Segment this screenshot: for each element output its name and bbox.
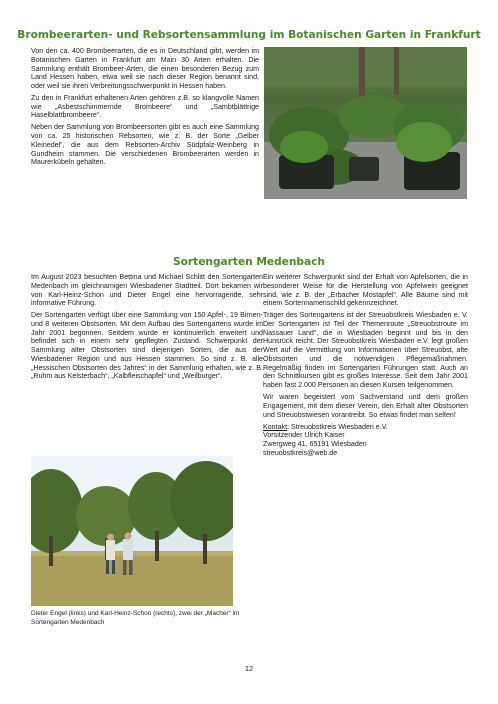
contact-line: Vorsitzender Ulrich Kaiser [263, 431, 345, 440]
sortengarten-right-column [263, 273, 468, 458]
paragraph: Neben der Sammlung von Brombeersorten gibt es auch eine Sammlung von ca. 25 historischen Rebsorten, wie z. B. der Sorte „Gelber Kleinedel“, die aus dem Rebsorten-Archiv Südpfalz-Weinberg in Gundheim stammen. Die verschiedenen Brombeerarten werden in Maurerkübeln gehalten. [31, 123, 259, 167]
page-number: 12 [244, 664, 254, 673]
sortengarten-left-column [31, 273, 263, 384]
section-title-brombeeren: Brombeerarten- und Rebsortensammlung im Botanischen Garten in Frankfurt [17, 29, 481, 41]
contact-line: Zwergweg 41, 65191 Wiesbaden [263, 440, 367, 449]
section-title-sortengarten: Sortengarten Medenbach [173, 256, 325, 268]
photo-caption: Dieter Engel (links) und Karl-Heinz-Schon (rechts), zwei der „Macher“ im Sortengarten Medenbach [31, 610, 240, 626]
paragraph: Von den ca. 400 Brombeerarten, die es in Deutschland gibt, werden im Botanischen Garten in Frankfurt am Main 30 Arten erhalten. Die Sammlung enthält Brombeer-Arten, die einen besonderen Bezug zum Land Hessen haben, etwa weil sie nach dieser Region benannt sind, oder weil sie ihren Verbreitungsschwerpunkt in Hessen haben. [31, 47, 259, 90]
paragraph: Zu den in Frankfurt erhaltenen Arten gehören z.B. so klangvolle Namen wie „Asbestschimmernde Brombeere“ und „Sambtblättrige Haselblattbrombeere“. [31, 93, 259, 120]
paragraph: Träger des Sortengartens ist der Streuobstkreis Wiesbaden e. V. Der Sortengarten ist Teil der Themenroute „Streuobstroute im Nassauer Land“, die in Wiesbaden beginnt und bis in den Hunsrück reicht. Der Streuobstkreis Wiesbaden e.V. legt großen Wert auf die Vermittlung von Informationen über Streuobst, alte Obstsorten und die notwendigen Pflegemaßnahmen. Regelmäßig finden im Sortengarten Führungen statt. Auch an den Schnittkursen gibt es großes Interesse. Seit dem Jahr 2001 haben fast 2.000 Personen an diesen Kursen teilgenommen. [263, 311, 468, 390]
sortengarten-photo [31, 456, 233, 606]
brombeer-kuebel-photo [264, 47, 467, 199]
paragraph: Im August 2023 besuchten Bettina und Michael Schlitt den Sortengarten Medenbach im gleichnamigen Wiesbadener Stadtteil. Dort bekamen wir von Karl-Heinz-Schon und Dieter Engel eine hervorragende, sehr informative Führung. [31, 273, 263, 308]
paragraph: Ein weiterer Schwerpunkt sind der Erhalt von Apfelsorten, die in besonderer Weise für die Herstellung von Apfelwein geeignet sind, wie z. B. der „Erbacher Mostapfel“. Alle Bäume sind mit einem Sortennamenschild gekennzeichnet. [263, 273, 468, 308]
paragraph: Der Sortengarten verfügt über eine Sammlung von 150 Apfel-, 19 Birnen- und 8 weiteren Obstsorten. Mit dem Aufbau des Sortengartens wurde im Jahr 2001 begonnen. Seitdem wurde er kontinuierlich erweitert und befindet sich in einem sehr gepflegten Zustand. Schwerpunkt der Sammlung alter Obstsorten sind diejenigen Sorten, die aus der Wiesbadener Region und aus Hessen stammen. So sind z. B. alle „Hessischen Obstsorten des Jahres“ in der Sammlung erhalten, wie z. B. „Ruhm aus Kelsterbach“, „Kalbfleischapfel“ und „Weilburger“. [31, 311, 263, 381]
brombeeren-text-column [31, 47, 259, 170]
contact-organisation: : Streuobstkreis Wiesbaden e.V. [287, 422, 388, 431]
contact-block [263, 423, 468, 458]
contact-email[interactable]: streuobstkreis@web.de [263, 448, 338, 457]
paragraph: Wir waren begeistert vom Sachverstand und dem großen Engagement, mit dem dieser Verein, den Erhalt alter Obstsorten und Streuobstwiesen vorantreibt. So etwas findet man selten! [263, 393, 468, 419]
contact-label: Kontakt [263, 422, 288, 431]
